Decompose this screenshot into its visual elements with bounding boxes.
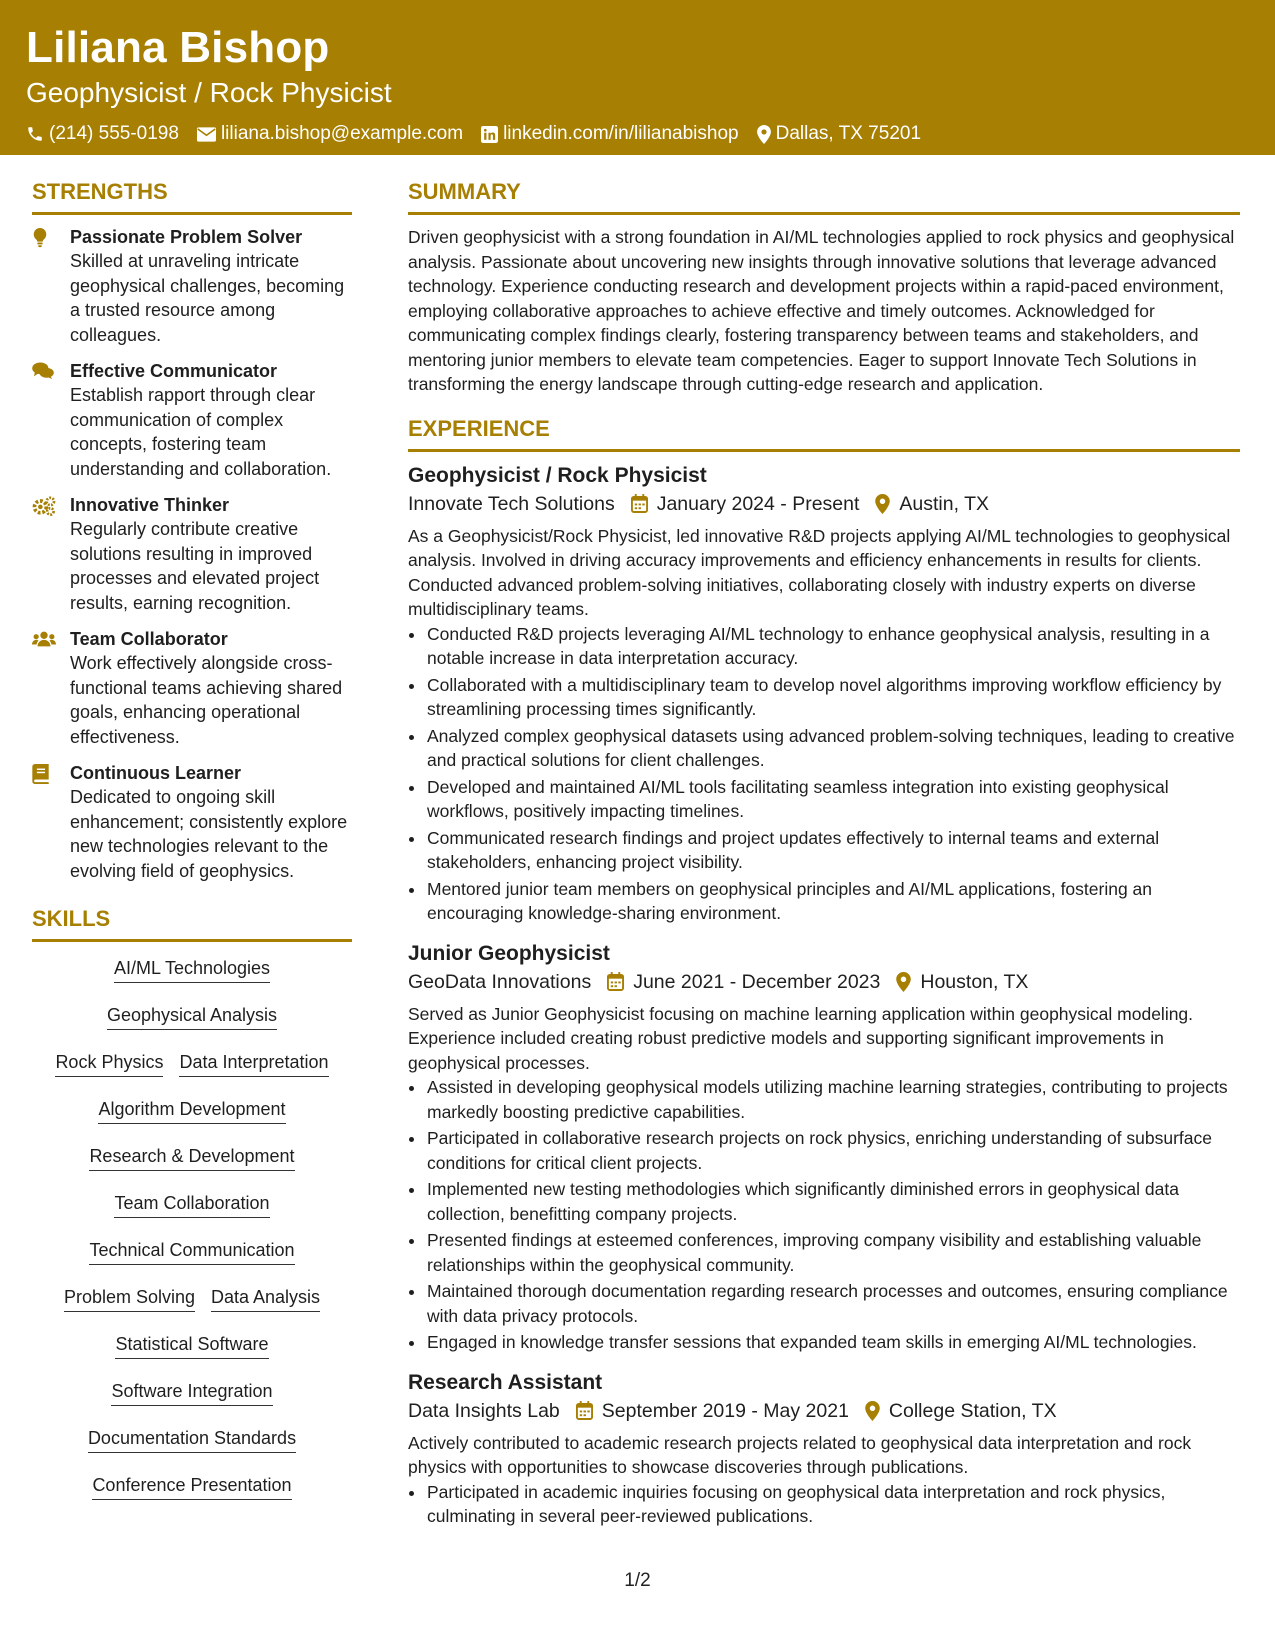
- envelope-icon: [197, 127, 216, 142]
- skills-list: [32, 956, 352, 1520]
- email-text[interactable]: liliana.bishop@example.com: [220, 123, 464, 144]
- map-pin-icon: [875, 494, 890, 514]
- contact-location: [757, 122, 921, 146]
- job-bullets: [408, 1480, 1240, 1529]
- skill-tag: Data Interpretation: [179, 1050, 328, 1077]
- job-bullet: • Assisted in developing geophysical models utilizing machine learning strategies, contributing to projects markedly boosting predictive capabilities.: [426, 1075, 1240, 1124]
- job-dates: January 2024 - Present: [656, 492, 860, 515]
- job-bullet: • Participated in collaborative research projects on rock physics, enriching understanding of subsurface conditions for critical client projects.: [426, 1126, 1240, 1175]
- calendar-icon: [607, 972, 624, 991]
- right-column: [408, 178, 1240, 1543]
- job-bullets: [408, 622, 1240, 926]
- skill-tag: Technical Communication: [89, 1238, 294, 1265]
- candidate-title: Geophysicist / Rock Physicist: [26, 77, 392, 108]
- job-meta: [408, 1397, 1240, 1425]
- phone-icon: [26, 125, 44, 143]
- page-number: 1/2: [624, 1570, 651, 1591]
- skill-tag: Geophysical Analysis: [107, 1003, 277, 1030]
- skill-tag: Rock Physics: [55, 1050, 163, 1077]
- job-dates: June 2021 - December 2023: [633, 970, 881, 993]
- contact-phone: [26, 122, 179, 146]
- job-bullet: • Participated in academic inquiries focusing on geophysical data interpretation and rock physics, culminating in several peer-reviewed publications.: [426, 1480, 1240, 1529]
- skill-tag: Team Collaboration: [114, 1191, 269, 1218]
- location-text: Dallas, TX 75201: [775, 123, 922, 144]
- calendar-icon: [576, 1401, 593, 1420]
- strength-desc: Dedicated to ongoing skill enhancement; consistently explore new technologies relevant to the evolving field of geophysics.: [70, 787, 348, 881]
- job-bullet: • Maintained thorough documentation regarding research processes and outcomes, ensuring compliance with data privacy protocols.: [426, 1279, 1240, 1328]
- job-bullet: • Analyzed complex geophysical datasets using advanced problem-solving techniques, leading to creative and practical solutions for client challenges.: [426, 724, 1240, 773]
- summary-heading: SUMMARY: [408, 178, 1240, 215]
- resume-header: [0, 0, 1275, 155]
- strength-desc: Skilled at unraveling intricate geophysical challenges, becoming a trusted resource among colleagues.: [70, 251, 345, 345]
- strength-title: Passionate Problem Solver: [70, 227, 303, 247]
- job-company: Innovate Tech Solutions: [408, 492, 615, 515]
- summary-text: Driven geophysicist with a strong foundation in AI/ML technologies applied to rock physics and geophysical analysis. Passionate about uncovering new insights through innovative solutions that leverage advanced technology. Experience conducting research and development projects within a rapid-paced environment, employing collaborative approaches to achieve effective and timely outcomes. Acknowledged for communicating complex findings clearly, fostering transparency between teams and stakeholders, and mentoring junior members to elevate team competencies. Eager to support Innovate Tech Solutions in transforming the energy landscape through cutting-edge research and application.: [408, 227, 1235, 394]
- strength-title: Continuous Learner: [70, 763, 242, 783]
- strength-item: [32, 359, 352, 481]
- strength-desc: Establish rapport through clear communication of complex concepts, fostering team understanding and collaboration.: [70, 385, 332, 479]
- skill-tag: Research & Development: [89, 1144, 294, 1171]
- job-bullet: • Implemented new testing methodologies which significantly diminished errors in geophysical data collection, benefitting company projects.: [426, 1177, 1240, 1226]
- job-bullet: • Presented findings at esteemed conferences, improving company visibility and establishing valuable relationships within the geophysical community.: [426, 1228, 1240, 1277]
- job-title: Junior Geophysicist: [408, 941, 610, 965]
- strength-item: [32, 225, 352, 347]
- users-icon: [32, 630, 56, 648]
- job-bullet: • Mentored junior team members on geophysical principles and AI/ML applications, fostering an encouraging knowledge-sharing environment.: [426, 877, 1240, 926]
- map-pin-icon: [757, 125, 771, 144]
- skill-tag: Conference Presentation: [92, 1473, 291, 1500]
- contact-linkedin[interactable]: [481, 122, 739, 146]
- job-entry: [408, 940, 1240, 1355]
- book-icon: [32, 764, 49, 784]
- map-pin-icon: [896, 972, 911, 992]
- gears-icon: [32, 496, 56, 516]
- job-description: As a Geophysicist/Rock Physicist, led innovative R&D projects applying AI/ML technologies to geophysical analysis. Involved in driving accuracy improvements and efficiency enhancements in results for clients. Conducted advanced problem-solving initiatives, collaborating closely with industry experts on diverse multidisciplinary teams.: [408, 525, 1231, 619]
- linkedin-icon: [481, 126, 498, 143]
- calendar-icon: [631, 494, 648, 513]
- skill-tag: Algorithm Development: [98, 1097, 285, 1124]
- left-column: [32, 178, 352, 1520]
- linkedin-text[interactable]: linkedin.com/in/lilianabishop: [503, 123, 739, 144]
- strength-title: Innovative Thinker: [70, 495, 230, 515]
- strength-title: Team Collaborator: [70, 629, 228, 649]
- job-bullet: • Conducted R&D projects leveraging AI/ML technology to enhance geophysical analysis, resulting in a notable increase in data interpretation accuracy.: [426, 622, 1240, 671]
- job-bullet: • Communicated research findings and project updates effectively to internal teams and external stakeholders, enhancing project visibility.: [426, 826, 1240, 875]
- map-pin-icon: [865, 1401, 880, 1421]
- strength-item: [32, 627, 352, 749]
- experience-heading: EXPERIENCE: [408, 415, 1240, 452]
- skill-tag: Problem Solving: [64, 1285, 195, 1312]
- contact-bar: [26, 122, 1249, 146]
- contact-email[interactable]: [197, 122, 463, 146]
- job-bullet: • Developed and maintained AI/ML tools facilitating seamless integration into existing geophysical workflows, positively impacting timelines.: [426, 775, 1240, 824]
- job-company: GeoData Innovations: [408, 970, 592, 993]
- job-location: College Station, TX: [888, 1399, 1057, 1422]
- comments-icon: [32, 362, 54, 380]
- job-title: Geophysicist / Rock Physicist: [408, 463, 707, 487]
- job-entry: [408, 462, 1240, 926]
- job-bullet: • Engaged in knowledge transfer sessions that expanded team skills in emerging AI/ML technologies.: [426, 1330, 1240, 1355]
- job-entry: [408, 1369, 1240, 1529]
- strength-title: Effective Communicator: [70, 361, 278, 381]
- phone-text: (214) 555-0198: [49, 123, 179, 144]
- job-dates: September 2019 - May 2021: [601, 1399, 849, 1422]
- skill-tag: AI/ML Technologies: [114, 956, 270, 983]
- job-description: Served as Junior Geophysicist focusing on machine learning application within geophysical modeling. Experience included creating robust predictive models and supporting significant improvements in geophysical processes.: [408, 1003, 1194, 1073]
- job-location: Houston, TX: [920, 970, 1029, 993]
- job-bullets: [408, 1075, 1240, 1355]
- job-company: Data Insights Lab: [408, 1399, 560, 1422]
- job-description: Actively contributed to academic research projects related to geophysical data interpretation and rock physics with opportunities to showcase discoveries through publications.: [408, 1432, 1192, 1477]
- strengths-heading: STRENGTHS: [32, 178, 352, 215]
- strength-item: [32, 493, 352, 615]
- strength-desc: Regularly contribute creative solutions resulting in improved processes and elevated project results, earning recognition.: [70, 519, 320, 613]
- skill-tag: Software Integration: [111, 1379, 272, 1406]
- skill-tag: Data Analysis: [211, 1285, 320, 1312]
- strength-item: [32, 761, 352, 883]
- job-meta: [408, 968, 1240, 996]
- job-bullet: • Collaborated with a multidisciplinary team to develop novel algorithms improving workflow efficiency by streamlining processing times significantly.: [426, 673, 1240, 722]
- skills-heading: SKILLS: [32, 905, 352, 942]
- job-meta: [408, 490, 1240, 518]
- strength-desc: Work effectively alongside cross-functional teams achieving shared goals, enhancing operational effectiveness.: [70, 653, 343, 747]
- skill-tag: Documentation Standards: [88, 1426, 296, 1453]
- skill-tag: Statistical Software: [115, 1332, 268, 1359]
- job-title: Research Assistant: [408, 1370, 603, 1394]
- job-location: Austin, TX: [899, 492, 990, 515]
- lightbulb-icon: [32, 228, 48, 248]
- candidate-name: Liliana Bishop: [26, 23, 330, 72]
